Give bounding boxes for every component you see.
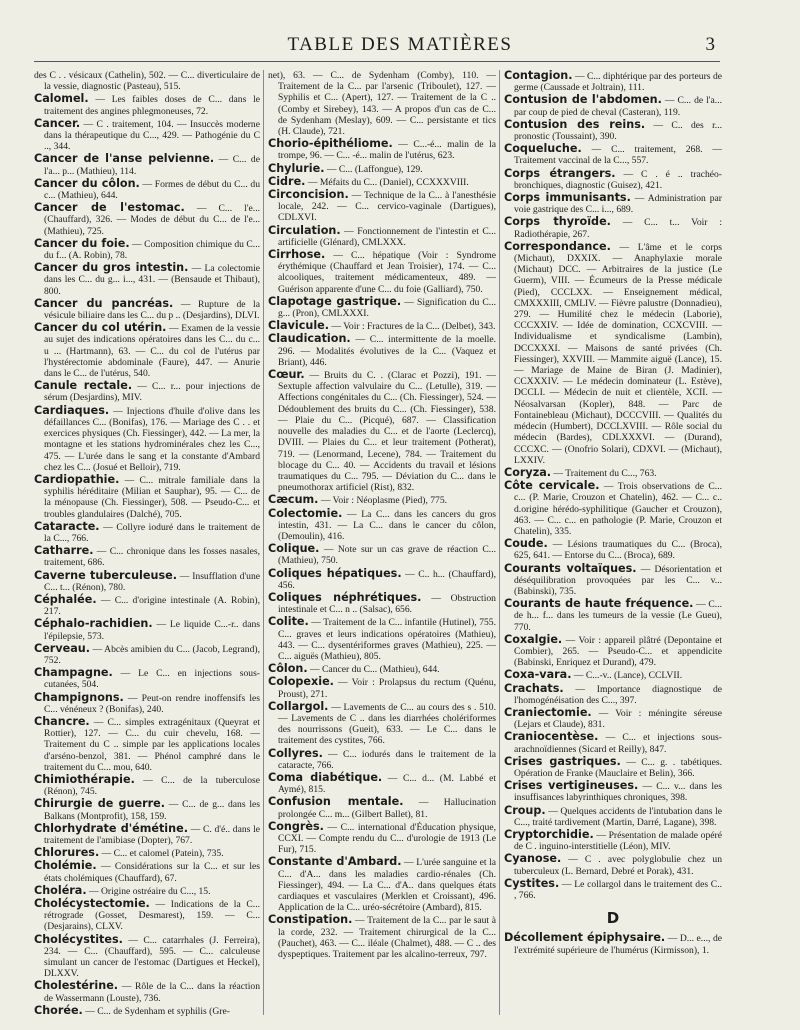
entry-text: — C... diphtérique par des porteurs de germe (Caussade et Joltrain), 111. [514, 71, 722, 94]
entry-headword: Claudication. [268, 332, 351, 346]
index-entry [34, 178, 260, 201]
index-entry [504, 756, 722, 779]
entry-text: — Indications de la C... rétrograde (Gosset, Desmarest), 159. — C... (Desjarains), CLXV. [44, 899, 260, 933]
entry-headword: Céphalo-rachidien. [34, 617, 153, 631]
entry-text: — Hallucination prolongée C... m... (Gilbert Ballet), 81. [278, 797, 496, 820]
entry-text: — Composition chimique du C... du f... (A. Robin), 78. [44, 238, 260, 262]
entry-text: — Insufflation d'une C... t... (Rénon), 780. [44, 570, 260, 593]
entry-headword: Champagne. [34, 666, 113, 680]
entry-text: — Signification du C... g... (Pron), CMLXXXI. [278, 296, 496, 320]
entry-text: — Voir : méningite séreuse (Lejars et Claude), 831. [514, 707, 722, 731]
index-entry [504, 119, 722, 142]
index-entry [34, 934, 260, 980]
index-entry [268, 176, 496, 188]
entry-headword: Constipation. [268, 913, 353, 927]
entry-headword: Cancer du gros intestin. [34, 261, 189, 275]
index-entry [34, 798, 260, 821]
entry-headword: Contusion des reins. [504, 117, 646, 131]
entry-headword: Chimiothérapie. [34, 772, 135, 786]
entry-headword: Coqueluche. [504, 142, 582, 156]
index-entry [268, 592, 496, 615]
entry-text: — Obstruction intestinale et C... n .. (Salsac), 656. [278, 592, 496, 616]
entry-text: — C... mitrale familiale dans la syphilis héréditaire (Milian et Sauphar), 95. — C... de la ménopause (Ch. Fiessinger), 508. — Pseudo-C... et troubles glandulaires (Dalché), 705. [44, 474, 260, 520]
entry-headword: Crachats. [504, 681, 564, 695]
entry-text: — Technique de la C... à l'anesthésie locale, 242. — C... cervico-vaginale (Dartigues), CDLXVI. [278, 190, 496, 224]
entry-headword: Cystites. [504, 876, 560, 890]
index-entry [504, 168, 722, 191]
index-entry [504, 853, 722, 876]
entry-headword: Craniectomie. [504, 705, 592, 719]
entry-text: — C... et injections sous-arachnoïdiennes (Sicard et Reilly), 847. [514, 732, 722, 755]
entry-headword: Crises gastriques. [504, 754, 621, 768]
entry-headword: Cholécystectomie. [34, 897, 150, 911]
index-entry [34, 643, 260, 666]
entry-text: — Méfaits du C... (Daniel), CCXXXVIII. [305, 176, 469, 188]
index-entry [268, 856, 496, 913]
entry-text: — Fonctionnement de l'intestin et C... artificielle (Glénard), CMLXXX. [278, 225, 496, 248]
index-entry [268, 663, 496, 675]
entry-text: — Bruits du C. . (Clarac et Pozzi), 191. — Sextuple affection valvulaire du C... (Letulle), 319. — Affections congénitales du C... (Ch. Fiessinger), 524. — Dédoublement des bruits du C... (Ch. Fiessinger), 538. — Plaie du C... (Picqué), 687. — Classification nouvelle des maladies du C... et de l'aorte (Leclercq), DVIII. — Plaies du C... et leur traitement (Potherat), 719. — (Lenormand, Lecene), 784. — Traitement du blocage du C... 40. — Accidents du travail et lésions traumatiques du C... 795. — Déviation du C... dans le pneumothorax artificiel (Rist), 832. [278, 370, 496, 494]
index-entry [504, 805, 722, 828]
entry-headword: Coxa-vara. [504, 668, 572, 682]
index-entry [34, 70, 260, 92]
index-entry [34, 1005, 260, 1017]
entry-headword: Constante d'Ambard. [268, 855, 402, 869]
index-entry [34, 618, 260, 641]
section-letter-heading: D [606, 909, 620, 928]
entry-text: — C... v... dans les insuffisances labyrinthiques chroniques, 398. [514, 781, 722, 804]
entry-headword: Cholécystites. [34, 932, 123, 946]
index-entry [504, 538, 722, 561]
index-entry [268, 225, 496, 248]
entry-headword: Contusion de l'abdomen. [504, 93, 662, 107]
index-entry [268, 508, 496, 543]
index-entry [268, 163, 496, 175]
entry-text: — Traitement de la C... par le saut à la corde, 232. — Traitement chirurgical de la C... (Pauchet), 463. — C... iléale (Chalmet), 488. — C .. des dyspeptiques. Traitement par les alcalino-terreux, 797. [278, 915, 496, 961]
index-entry [34, 545, 260, 568]
entry-headword: Congrès. [268, 819, 324, 833]
entry-text: — Cancer du C... (Mathieu), 644. [307, 664, 440, 676]
entry-headword: Collargol. [268, 699, 329, 713]
entry-headword: Cardiopathie. [34, 472, 120, 486]
index-entry [34, 322, 260, 379]
index-entry [268, 701, 496, 747]
entry-text: — Désorientation et déséquilibration provoquées par les C... v... (Babinski), 735. [514, 563, 722, 597]
entry-text: — Voir : appareil plâtré (Depontaine et Combier), 265. — Pseudo-C... et appendicite (Babinski, Enriquez et Durand), 479. [514, 634, 722, 669]
entry-text: — Injections d'huile d'olive dans les défaillances C... (Bonifas), 176. — Mariage des C . . et exercices physiques (Ch. Fiessinger), 442. — La mer, la montagne et les stations hydrominérales chez les C..., 475. — L'urée dans le sang et la constante d'Ambard chez les C... (Josué et Belloir), 719. [44, 405, 260, 473]
entry-headword: Choléra. [34, 883, 87, 897]
index-entry [34, 262, 260, 297]
entry-headword: Cancer du pancréas. [34, 296, 174, 310]
entry-headword: Cancer du foie. [34, 236, 130, 250]
index-entry [34, 692, 260, 715]
index-entry [34, 153, 260, 176]
entry-headword: Chylurie. [268, 161, 325, 175]
entry-headword: Crises vertigineuses. [504, 779, 639, 793]
index-entry [34, 474, 260, 520]
entry-headword: Chlorures. [34, 846, 100, 860]
entry-headword: Coxalgie. [504, 632, 563, 646]
entry-text: — Rôle de la C... dans la réaction de Wassermann (Louste), 736. [44, 981, 260, 1004]
entry-headword: Cancer de l'anse pelvienne. [34, 152, 215, 166]
entry-headword: Catharre. [34, 544, 94, 558]
entry-text: — Origine ostréaire du C..., 15. [86, 885, 211, 897]
index-entry [504, 216, 722, 239]
index-entry [504, 780, 722, 803]
index-entry [34, 716, 260, 773]
index-entry [34, 823, 260, 846]
entry-headword: Chorio-épithéliome. [268, 137, 393, 151]
entry-headword: Courants voltaïques. [504, 561, 637, 575]
index-entry [34, 93, 260, 116]
entry-headword: Corps thyroïde. [504, 215, 611, 229]
entry-headword: Côte cervicale. [504, 479, 600, 493]
entry-text: — C... (Laffongue), 129. [324, 163, 423, 175]
index-entry [504, 932, 722, 955]
entry-text: — La C... dans les cancers du gros intestin, 431. — La C... dans le cancer du côlon, (Demoulin), 416. [278, 508, 496, 542]
page-title: TABLE DES MATIÈRES [287, 34, 513, 55]
entry-text: — C.. des r... pronostic (Toussaint), 390. [514, 119, 722, 143]
entry-text: — Abcès amibien du C... (Jacob, Legrand), 752. [44, 643, 260, 666]
index-entry [504, 669, 722, 681]
entry-headword: Cancer du côlon. [34, 176, 140, 190]
entry-text: — C... chronique dans les fosses nasales, traitement, 686. [44, 546, 260, 569]
entry-headword: Cidre. [268, 174, 306, 188]
index-entry [268, 138, 496, 161]
index-entry [504, 683, 722, 706]
index-entry [34, 774, 260, 797]
entry-headword: Corps étrangers. [504, 166, 616, 180]
index-entry [504, 878, 722, 901]
entry-text: — Les faibles doses de C... dans le traitement des angines phlegmoneuses, 72. [44, 94, 260, 117]
entry-text: — Importance diagnostique de l'homogénéisation des C..., 397. [514, 683, 722, 706]
entry-text: — C... traitement, 268. — Traitement vaccinal de la C..., 557. [514, 144, 722, 167]
entry-text: — C . traitement, 104. — Insuccès moderne dans la thérapeutique du C..., 429. — Pathogénie du C .., 344. [44, 118, 260, 153]
entry-text: — Quelques accidents de l'intubation dans le C..., traité tardivement (Martin, Darré, Lagane), 398. [514, 805, 722, 828]
entry-headword: Cataracte. [34, 519, 100, 533]
entry-text: — C... r... pour injections de sérum (Desjardins), MIV. [44, 381, 260, 404]
entry-headword: Décollement épiphysaire. [504, 931, 666, 945]
index-entry [268, 296, 496, 319]
index-entry [34, 521, 260, 544]
entry-headword: Clavicule. [268, 319, 329, 333]
index-entry [268, 772, 496, 795]
index-column-2 [268, 70, 496, 1020]
entry-headword: Corps immunisants. [504, 191, 631, 205]
index-entry [268, 616, 496, 662]
entry-text: — Note sur un cas grave de réaction C... (Mathieu), 750. [278, 544, 496, 567]
entry-headword: Colectomie. [268, 506, 343, 520]
entry-headword: Circoncision. [268, 188, 349, 202]
entry-text: — Traitement du C..., 763. [551, 467, 657, 479]
entry-text: — Rupture de la vésicule biliaire dans les C... du p .. (Desjardins), DLVI. [44, 298, 260, 322]
entry-text: — L'âme et le corps (Michaut), DXXIX. — Anaphylaxie morale (Michaut) DCC. — Arbitraires de la justice (Le Guerm), VIII. — Écumeurs de la Presse médicale (Pied), CCCLXX. — Enseignement médical, CMXXXIII, CMLIV. — Fièvre palustre (Donnadieu), 279. — Humilité chez le médecin (Laborie), CCCXXIV. — Idée de domination, CCXCVIII. — Individualisme et syndicalisme (Lambin), DCCXXXI. — Maisons de santé privées (Ch. Fiessinger), XXVIII. — Mammite aiguë (Lance), 15. — Mariage de Maine de Biran (J. Madinier), CCXXXIV. — Le médecin dominateur (L. Estève), DCCLI. — Médecin de nuit et clientèle, XCII. — Néosalvarsan (Kopler), 848. — Parc de Fontainebleau (Michaut), DCCCVIII. — Qualités du médecin (Humbert), DCCLXVIII. — Rôle social du médecin (Bardes), CDLXXXVI. — (Durand), CCCXC. — (Onofrio Solari), CDXVI. — (Michaut), LXXIV. [514, 241, 722, 466]
entry-headword: Colite. [268, 615, 309, 629]
index-entry [268, 796, 496, 819]
index-entry [34, 118, 260, 153]
entry-text: — C... de h... f... dans les tumeurs de la vessie (Le Gueu), 770. [514, 599, 722, 633]
entry-headword: Caverne tuberculeuse. [34, 568, 177, 582]
entry-text: — C... iodurés dans le traitement de la cataracte, 766. [278, 748, 496, 771]
index-entry [504, 143, 722, 166]
entry-headword: Cardiaques. [34, 403, 110, 417]
entry-text: — C... de l'a... p... (Mathieu), 114. [44, 154, 260, 177]
entry-headword: Coliques néphrétiques. [268, 590, 422, 604]
entry-text: — Traitement de la C... infantile (Hutinel), 755. C... graves et leurs indications opératoires (Mathieu), 443. — C... dysentériformes graves (Mathieu), 225. — C... aiguës (Mathieu), 805. [278, 617, 496, 662]
index-entry [34, 202, 260, 237]
index-entry [34, 570, 260, 593]
index-entry [504, 829, 722, 852]
entry-text: des C . . vésicaux (Cathelin), 502. — C... diverticulaire de la vessie, diagnostic (Pasteau), 515. [34, 70, 260, 93]
entry-text: — Le liquide C...-r.. dans l'épilepsie, 573. [44, 619, 260, 642]
entry-headword: Circulation. [268, 223, 341, 237]
column-divider-2 [499, 70, 500, 1015]
entry-text: — C... l'e... (Chauffard), 326. — Modes de début du C... de l'e... (Mathieu), 725. [44, 203, 260, 237]
index-entry [504, 563, 722, 598]
entry-text: — C... de Sydenham et syphilis (Gre- [82, 1005, 230, 1017]
entry-headword: Colopexie. [268, 675, 334, 689]
page-number: 3 [705, 34, 715, 55]
index-entry [34, 594, 260, 617]
index-entry [268, 70, 496, 137]
index-entry [34, 380, 260, 403]
entry-headword: Chorée. [34, 1003, 83, 1017]
entry-headword: Cæcum. [268, 493, 319, 507]
index-entry [504, 241, 722, 466]
entry-headword: Cyanose. [504, 852, 562, 866]
index-entry [268, 333, 496, 368]
index-entry [34, 980, 260, 1003]
index-entry [34, 667, 260, 690]
entry-text: — Peut-on rendre inoffensifs les C... vénéneux ? (Bonifas), 240. [44, 692, 260, 715]
entry-text: — C... et calomel (Patein), 735. [99, 848, 224, 860]
index-entry [504, 598, 722, 633]
entry-text: — C...-v.. (Lance), CCLVII. [571, 670, 683, 682]
entry-text: — L'urée sanguine et la C... d'A... dans les maladies cardio-rénales (Ch. Fiessinger), 494. — La C... d'A.. dans quelques états cardiaques et vasculaires (Merklen et Croissant), 496. Application de la C... uréo-sécrétoire (Ambard), 815. [278, 857, 496, 914]
entry-headword: Confusion mentale. [268, 795, 404, 809]
entry-text: — Présentation de malade opéré de C . inguino-interstitielle (Léon), MIV. [514, 830, 722, 853]
entry-headword: Cancer de l'estomac. [34, 201, 185, 215]
entry-headword: Cerveau. [34, 641, 90, 655]
index-entry [34, 885, 260, 897]
column-divider-1 [263, 70, 264, 1015]
entry-headword: Chirurgie de guerre. [34, 797, 165, 811]
entry-text: — Le C... en injections sous-cutanées, 504. [44, 668, 260, 691]
entry-text: — C... g. . tabétiques. Opération de Franke (Mauclaire et Belin), 366. [514, 756, 722, 779]
index-entry [268, 494, 496, 506]
index-entry [268, 249, 496, 295]
index-entry [504, 192, 722, 215]
entry-text: — C... intermittente de la moelle. 296. — Modalités évolutives de la C... (Vaquez et Briant), 446. [278, 334, 496, 368]
entry-headword: Contagion. [504, 70, 573, 82]
entry-headword: Coryza. [504, 465, 552, 479]
index-entry [268, 189, 496, 224]
entry-text: — C... de l'a... par coup de pied de cheval (Casteran), 119. [514, 95, 722, 118]
entry-text: — Trois observations de C... c... (P. Marie, Crouzon et Chatelin), 462. — C... c.. d.origine hérédo-syphilitique (Gaucher et Crouzon), 463. — C... c... en pathologie (P. Marie, Crouzon et Chatelin), 335. [514, 481, 722, 537]
index-entry [268, 821, 496, 856]
entry-headword: Cancer du col utérin. [34, 321, 167, 335]
entry-text: — C... de la tuberculose (Rénon), 745. [44, 774, 260, 798]
entry-headword: Champignons. [34, 690, 124, 704]
entry-headword: Cholémie. [34, 859, 97, 873]
entry-text: — C... hépatique (Voir : Syndrome érythémique (Chauffard et Jean Troisier), 174. — C... alcooliques, traitement médicamenteux, 489. — Guérison apparente d'une C... du foie (Galliard), 750. [278, 250, 496, 295]
entry-headword: Cholestérine. [34, 979, 119, 993]
entry-text: — C... catarrhales (J. Ferreira), 234. — C... (Chauffard), 595. — C... calculeuse simulant un cancer de l'estomac (Dartigues et Heckel), DLXXV. [44, 934, 260, 980]
entry-headword: Calomel. [34, 92, 89, 106]
entry-text: — Lavements de C... au cours des s . 510. — Lavements de C .. dans les diarrhées cholériformes des nourrissons (Gueit), 633. — Le C... dans le traitement des cystites, 766. [278, 701, 496, 747]
index-entry [34, 860, 260, 883]
entry-headword: Cancer. [34, 116, 81, 130]
index-entry [34, 405, 260, 473]
index-entry [34, 898, 260, 933]
index-entry [268, 543, 496, 566]
entry-headword: Collyres. [268, 746, 323, 760]
entry-text: — Voir : Prolapsus du rectum (Quénu, Proust), 271. [278, 677, 496, 700]
entry-text: — Administration par voie gastrique des C... i..., 689. [514, 193, 722, 216]
index-entry [504, 707, 722, 730]
entry-headword: Croup. [504, 803, 546, 817]
entry-text: — Voir : Fractures de la C... (Delbet), 343. [329, 321, 496, 333]
entry-text: — Le collargol dans le traitement des C.. , 766. [514, 878, 722, 902]
entry-headword: Côlon. [268, 662, 308, 676]
entry-text: — C... d'origine intestinale (A. Robin), 217. [44, 594, 260, 618]
entry-text: — Voir : Néoplasme (Pied), 775. [318, 495, 448, 507]
index-entry [268, 369, 496, 493]
header-rule [34, 61, 720, 62]
entry-text: — C... de g... dans les Balkans (Montprofit), 158, 159. [44, 799, 260, 822]
entry-text: — C . avec polyglobulie chez un tuberculeux (L. Bernard, Debré et Porak), 431. [514, 854, 722, 877]
entry-headword: Coma diabétique. [268, 770, 383, 784]
entry-text: — Considérations sur la C... et sur les états cholémiques (Chauffard), 67. [44, 861, 260, 884]
entry-headword: Coude. [504, 537, 548, 551]
index-entry [504, 480, 722, 537]
entry-text: — C. d'é.. dans le traitement de l'amibiase (Dopter), 767. [44, 823, 260, 846]
entry-text: — Lésions traumatiques du C... (Broca), 625, 641. — Entorse du C... (Broca), 689. [514, 539, 722, 562]
entry-text: — La colectomie dans les C... du g... i..., 431. — (Bensaude et Thibaut), 800. [44, 263, 260, 297]
entry-headword: Courants de haute fréquence. [504, 597, 694, 611]
entry-headword: Cryptorchidie. [504, 828, 594, 841]
entry-headword: Clapotage gastrique. [268, 294, 402, 308]
index-entry [34, 847, 260, 859]
index-entry [268, 568, 496, 591]
entry-headword: Colique. [268, 542, 320, 556]
entry-headword: Cœur. [268, 368, 305, 382]
index-entry [504, 70, 722, 93]
entry-headword: Chlorhydrate d'émétine. [34, 821, 188, 835]
index-entry [268, 320, 496, 332]
index-entry [268, 914, 496, 960]
entry-headword: Chancre. [34, 714, 90, 728]
entry-text: — Formes de début du C... du c... (Mathieu), 644. [44, 178, 260, 202]
entry-text: — C.. h... (Chauffard), 456. [278, 568, 496, 591]
index-entry [268, 676, 496, 699]
entry-headword: Cirrhose. [268, 248, 326, 262]
entry-headword: Correspondance. [504, 239, 611, 253]
entry-headword: Craniocentèse. [504, 730, 599, 744]
entry-text: — C... simples extragénitaux (Queyrat et Rottier), 127. — C... du cuir chevelu, 168. — Traitement du C .. simple par les applications locales d'arséno-benzol, 381. — Phénol camphré dans le traitement du C... mou, 640. [44, 716, 260, 773]
running-head [0, 30, 800, 60]
entry-text: net), 63. — C... de Sydenham (Comby), 110. — Traitement de la C... par l'arsenic (Triboulet), 127. — Syphilis et C... (Apert), 127. — Traitement de la C .. (Comby et Sirebey), 143. — A propos d'un cas de C... de Sydenham (Meslay), 609. — C... persistante et tics (H. Claude), 721. [268, 70, 496, 138]
index-entry [504, 467, 722, 479]
index-entry [34, 298, 260, 321]
entry-text: — D... e..., de l'extrémité supérieure de l'humérus (Kirmisson), 1. [514, 933, 722, 956]
entry-headword: Coliques hépatiques. [268, 566, 402, 580]
entry-text: — C... international d'Éducation physique, CCXI. — Compte rendu du C... d'urologie de 1913 (Le Fur), 715. [278, 821, 496, 856]
index-entry [504, 731, 722, 754]
entry-headword: Canule rectale. [34, 379, 133, 393]
index-entry [504, 634, 722, 669]
entry-text: — Collyre ioduré dans le traitement de la C..., 766. [44, 521, 260, 544]
entry-text: — C...-é... malin de la trompe, 96. — C... -é... malin de l'utérus, 623. [278, 139, 496, 162]
index-entry [504, 94, 722, 117]
entry-text: — C . é .. trachéo-bronchiques, diagnostic (Guisez), 421. [514, 168, 722, 191]
index-entry [268, 748, 496, 771]
index-column-1 [34, 70, 260, 1020]
entry-text: — C... t... Voir : Radiothérapie, 267. [514, 217, 722, 240]
entry-text: — Examen de la vessie au sujet des indications opératoires dans les C... du c... u ... (Hartmann), 63. — C... du col de l'utérus par l'hystérectomie abdominale (Faure), 447. — Anurie dans le C... de l'utérus, 540. [44, 323, 260, 380]
index-column-3 [504, 70, 722, 1020]
entry-headword: Céphalée. [34, 592, 97, 606]
index-entry [34, 238, 260, 261]
entry-text: — C... d... (M. Labbé et Aymé), 815. [278, 772, 496, 796]
